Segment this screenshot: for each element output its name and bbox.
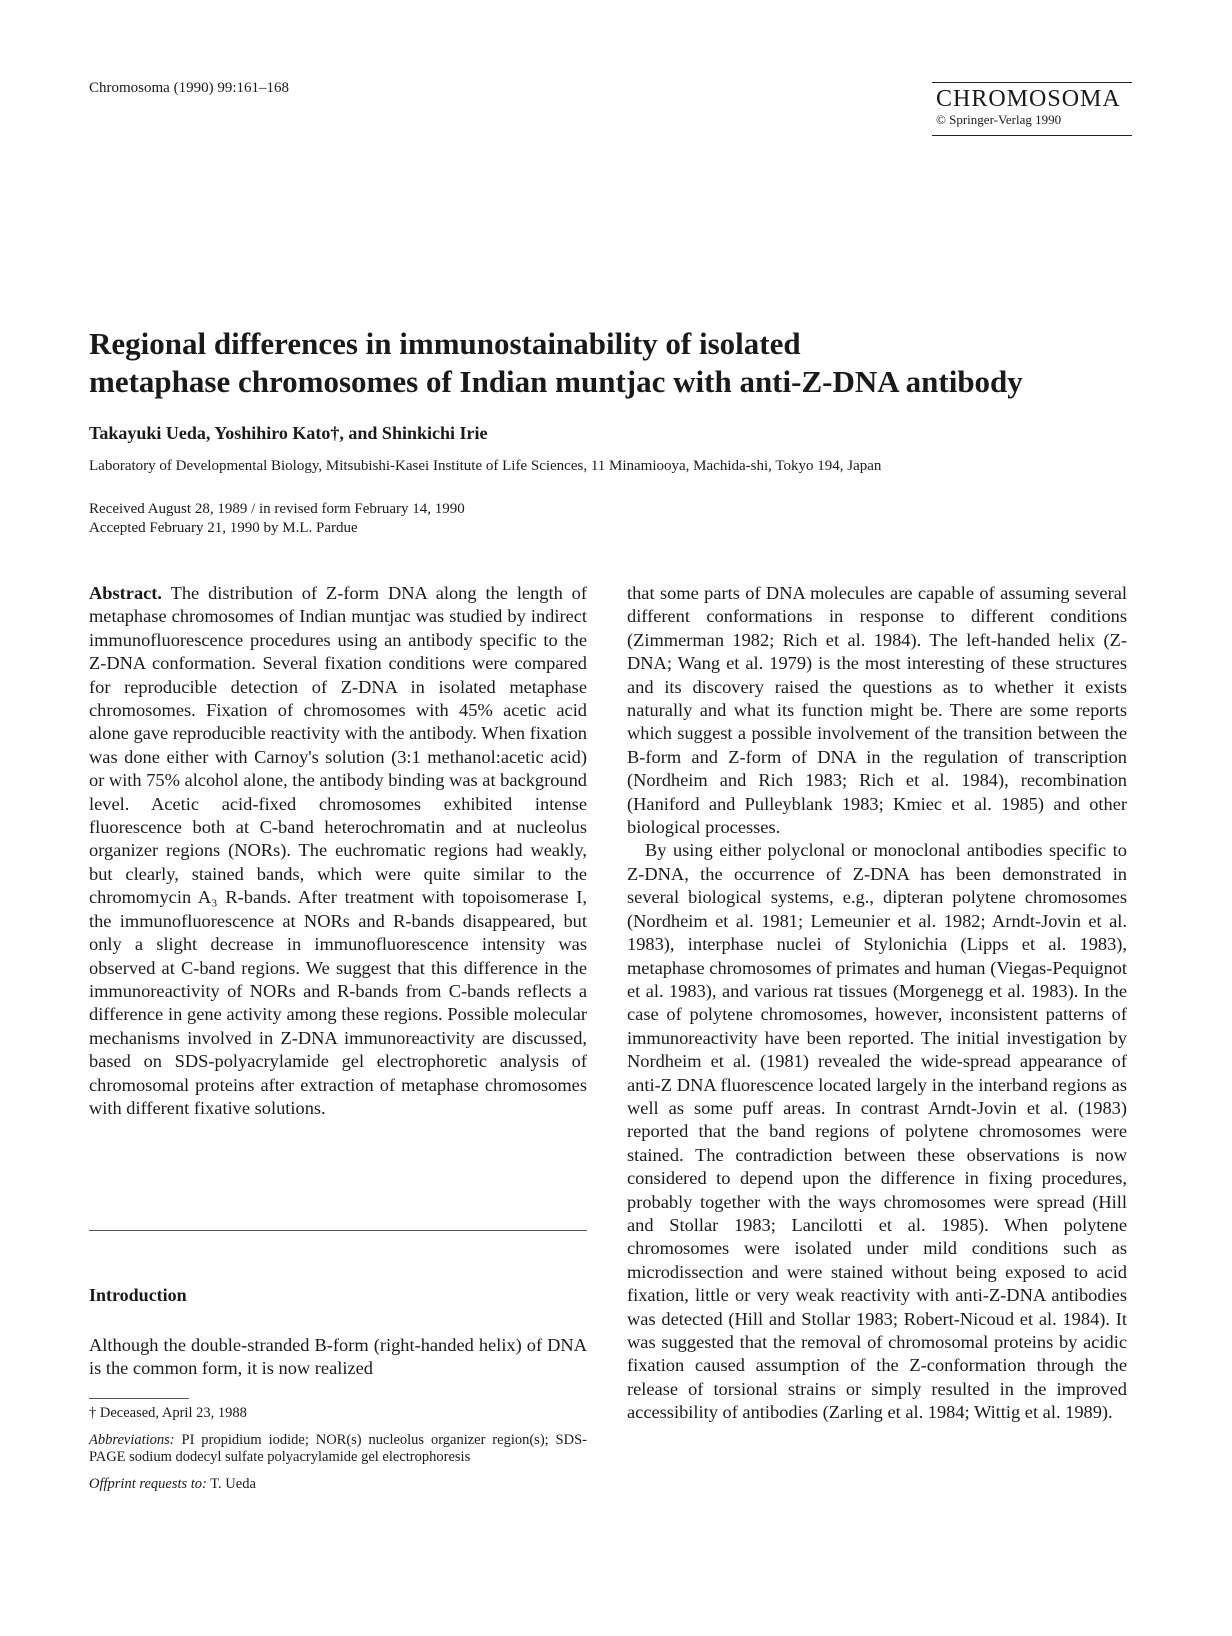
intro-paragraph-2: By using either polyclonal or monoclonal antibodies specific to Z-DNA, the occurrence of Z-DNA has been demonstrated in several biological systems, e.g., dipteran polytene chromosomes (Nordheim et al. 1981; Lemeunier et al. 1982; Arndt-Jovin et al. 1983), interphase nuclei of Stylonichia (Lipps et al. 1983), metaphase chromosomes of primates and human (Viegas-Pequignot et al. 1983), and various rat tissues (Morgenegg et al. 1983). In the case of polytene chromosomes, however, inconsistent patterns of immunoreactivity have been reported. The initial investigation by Nordheim et al. (1981) revealed the wide-spread appearance of anti-Z DNA fluorescence located largely in the interband regions as well as some puff areas. In contrast Arndt-Jovin et al. (1983) reported that the band regions of polytene chromosomes were stained. The contradiction between these observations is now considered to depend upon the difference in fixing procedures, probably together with the ways chromosomes were spread (Hill and Stollar 1983; Lancilotti et al. 1985). When polytene chromosomes were isolated under mild conditions such as microdissection and were stained without being exposed to acid fixation, little or very weak reactivity with anti-Z-DNA antibodies was detected (Hill and Stollar 1983; Robert-Nicoud et al. 1984). It was suggested that the removal of chromosomal proteins by acidic fixation caused assumption of the Z-conformation through the release of torsional strains or simply resulted in the improved accessibility of antibodies (Zarling et al. 1984; Wittig et al. 1989). [627, 840, 1127, 1423]
abbreviations-label: Abbreviations: [89, 1431, 175, 1448]
footnote-abbreviations [89, 1432, 587, 1467]
intro-text-start: Although the double-stranded B-form (right-handed helix) of DNA is the common form, it is now realized [89, 1335, 587, 1379]
journal-name: CHROMOSOMA [936, 86, 1121, 112]
footnote-deceased: † Deceased, April 23, 1988 [89, 1405, 247, 1421]
right-column-body [627, 582, 1127, 1425]
intro-paragraph-1-continued: that some parts of DNA molecules are capable of assuming several different conformations in response to different conditions (Zimmerman 1982; Rich et al. 1984). The left-handed helix (Z-DNA; Wang et al. 1979) is the most interesting of these structures and its discovery raised the questions as to whether it exists naturally and what its function might be. There are some reports which suggest a possible involvement of the transition between the B-form and Z-form of DNA in the regulation of transcription (Nordheim and Rich 1983; Rich et al. 1984), recombination (Haniford and Pulleyblank 1983; Kmiec et al. 1985) and other biological processes. [627, 583, 1127, 838]
abstract-text: The distribution of Z-form DNA along the length of metaphase chromosomes of Indian muntjac was studied by indirect immunofluorescence procedures using an antibody specific to the Z-DNA conformation. Several fixation conditions were compared for reproducible detection of Z-DNA in isolated metaphase chromosomes. Fixation of chromosomes with 45% acetic acid alone gave reproducible reactivity with the antibody. When fixation was done either with Carnoy's solution (3:1 methanol:acetic acid) or with 75% alcohol alone, the antibody binding was at background level. Acetic acid-fixed chromosomes exhibited intense fluorescence both at C-band heterochromatin and at nucleolus organizer regions (NORs). The euchromatic regions had weakly, but clearly, stained bands, which were quite similar to the chromomycin A₃ R-bands. After treatment with topoisomerase I, the immunofluorescence at NORs and R-bands disappeared, but only a slight decrease in immunofluorescence intensity was observed at C-band regions. We suggest that this difference in the immunoreactivity of NORs and R-bands from C-bands reflects a difference in gene activity among these regions. Possible molecular mechanisms involved in Z-DNA immunoreactivity are discussed, based on SDS-polyacrylamide gel electrophoretic analysis of chromosomal proteins after extraction of metaphase chromosomes with different fixative solutions. [89, 583, 588, 1118]
accepted-date: Accepted February 21, 1990 by M.L. Pardue [89, 520, 358, 536]
footnote-divider [89, 1398, 189, 1399]
submission-dates [89, 500, 465, 538]
abbreviations-text: PI propidium iodide; NOR(s) nucleolus organizer region(s); SDS-PAGE sodium dodecyl sulfate polyacrylamide gel electrophoresis [89, 1431, 587, 1465]
received-date: Received August 28, 1989 / in revised form February 14, 1990 [89, 501, 465, 517]
introduction-paragraph-start [89, 1334, 587, 1381]
offprint-text: T. Ueda [210, 1475, 256, 1492]
footnote-offprint [89, 1476, 587, 1494]
copyright-notice: © Springer-Verlag 1990 [936, 112, 1062, 127]
abstract [89, 582, 587, 1120]
title-line-2: metaphase chromosomes of Indian muntjac with anti-Z-DNA antibody [89, 364, 1023, 399]
title-line-1: Regional differences in immunostainability of isolated [89, 326, 801, 361]
abstract-label: Abstract. [89, 583, 163, 603]
abstract-divider [89, 1230, 587, 1231]
footnotes [89, 1405, 587, 1502]
article-title [89, 325, 1149, 401]
affiliation: Laboratory of Developmental Biology, Mitsubishi-Kasei Institute of Life Sciences, 11 Minamiooya, Machida-shi, Tokyo 194, Japan [89, 458, 882, 474]
journal-citation: Chromosoma (1990) 99:161–168 [89, 80, 289, 96]
journal-brand-box [932, 82, 1132, 136]
author-list: Takayuki Ueda, Yoshihiro Kato†, and Shinkichi Irie [89, 423, 488, 443]
offprint-label: Offprint requests to: [89, 1475, 207, 1492]
abstract-paragraph [89, 582, 587, 1120]
introduction-heading: Introduction [89, 1285, 187, 1305]
